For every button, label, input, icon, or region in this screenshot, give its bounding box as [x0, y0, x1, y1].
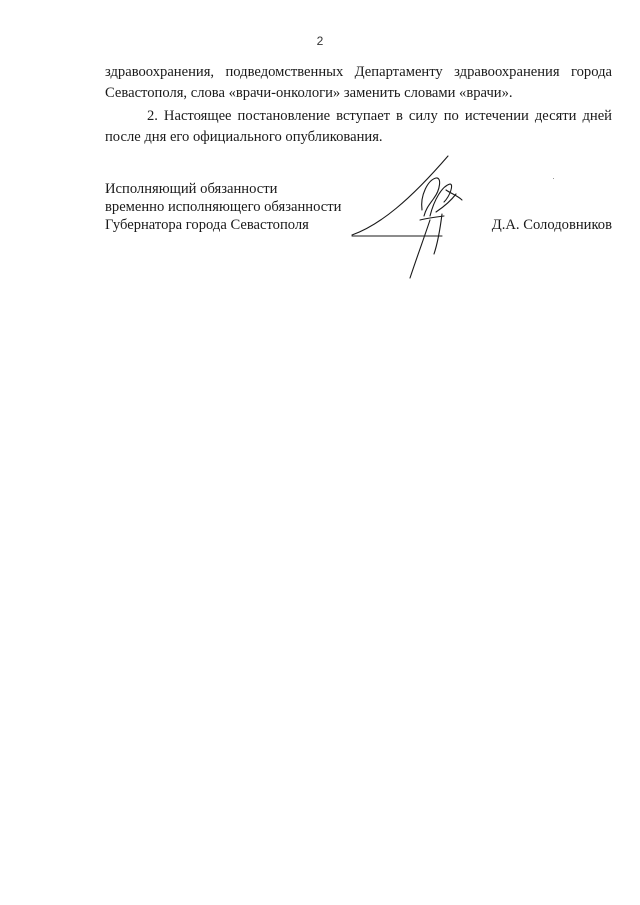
scan-speck	[553, 178, 554, 179]
signatory-title-line-3: Губернатора города Севастополя	[105, 217, 309, 233]
signatory-name: Д.А. Солодовников	[491, 217, 612, 233]
signatory-title-line-1: Исполняющий обязанности	[105, 181, 278, 197]
page-number: 2	[316, 34, 324, 48]
signatory-title	[105, 180, 341, 234]
paragraph-continuation: здравоохранения, подведомственных Департаменту здравоохранения города Севастополя, слова «врачи-онкологи» заменить словами «врачи».	[105, 64, 612, 101]
handwritten-signature	[350, 150, 480, 280]
signatory-title-line-2: временно исполняющего обязанности	[105, 199, 342, 215]
paragraph-effective-date: 2. Настоящее постановление вступает в силу по истечении десяти дней после дня его официального опубликования.	[105, 108, 612, 145]
signature-block	[105, 180, 612, 290]
document-body	[105, 62, 612, 148]
